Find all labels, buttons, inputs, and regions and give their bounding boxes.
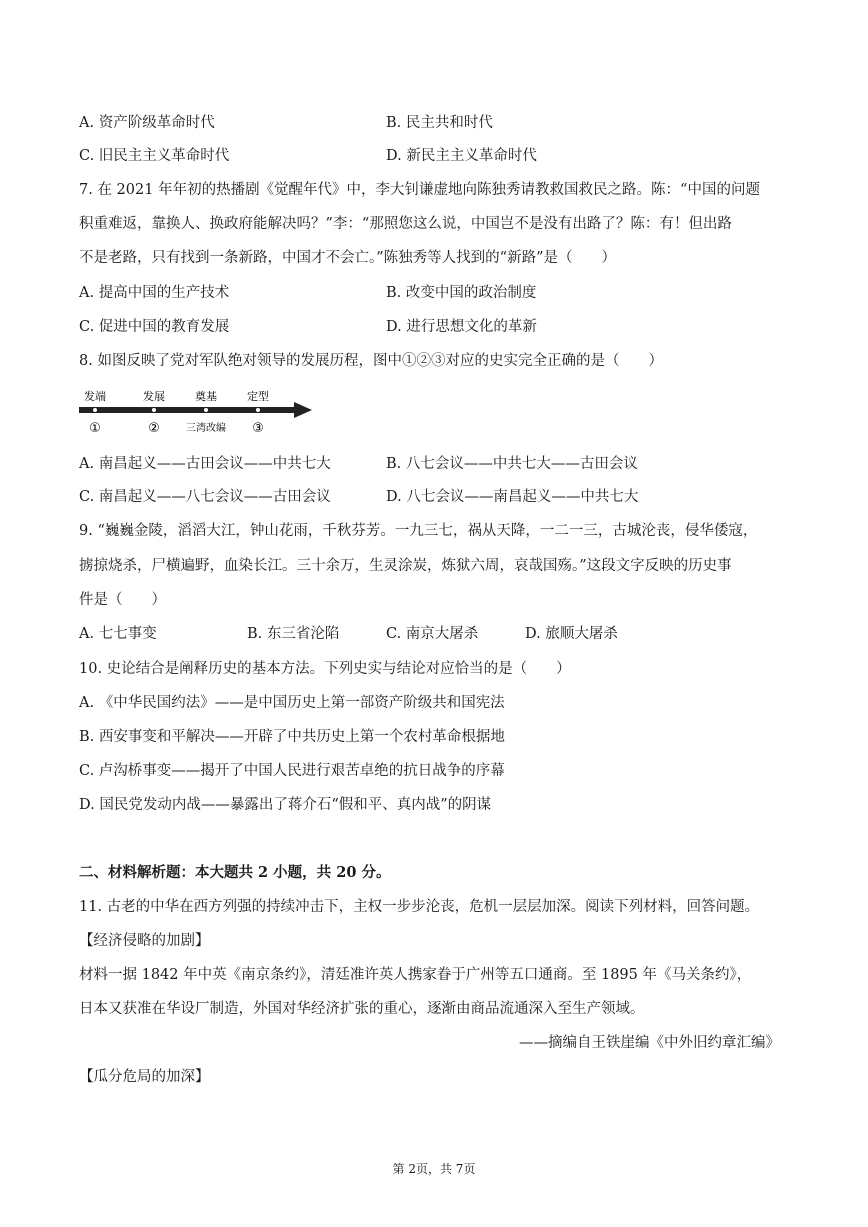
section-heading: 二、材料解析题：本大题共 2 小题，共 20 分。 [79,864,391,881]
q11-material-line: 材料一据 1842 年中英《南京条约》，清廷准许英人携家眷于广州等五口通商。至 1895 年《马关条约》， [79,967,752,983]
timeline-arrow-head [294,402,312,418]
q10-stem: 10. 史论结合是阐释历史的基本方法。下列史实与结论对应恰当的是（ ） [79,661,571,677]
q9-option-d: D. 旅顺大屠杀 [525,626,618,642]
timeline-stage-label: 定型 [247,390,269,403]
q6-option-b: B. 民主共和时代 [386,115,493,131]
q9-stem-line: 掳掠烧杀，尸横遍野，血染长江。三十余万，生灵涂炭，炼狱六周，哀哉国殇。”这段文字反映的历史事 [79,558,732,574]
q9-option-c: C. 南京大屠杀 [386,626,479,642]
q9-option-a: A. 七七事变 [79,626,157,642]
timeline-arrow-shaft [79,407,294,413]
timeline-marker: ② [148,421,160,436]
q6-option-d: D. 新民主主义革命时代 [386,148,537,164]
q7-option-d: D. 进行思想文化的革新 [386,319,537,335]
timeline-stage-label: 发展 [143,390,165,403]
q9-stem-line: 9. “巍巍金陵，滔滔大江，钟山花雨，千秋芬芳。一九三七，祸从天降，一二一三，古城沦丧，侵华倭寇， [79,523,758,539]
q10-option-b: B. 西安事变和平解决——开辟了中共历史上第一个农村革命根据地 [79,729,505,745]
timeline-stage-label: 奠基 [195,390,217,403]
q7-option-c: C. 促进中国的教育发展 [79,319,230,335]
q7-stem-line: 7. 在 2021 年年初的热播剧《觉醒年代》中，李大钊谦虚地向陈独秀请教救国救民之路。陈：“中国的问题 [79,182,760,198]
q8-option-b: B. 八七会议——中共七大——古田会议 [386,456,638,472]
q8-option-d: D. 八七会议——南昌起义——中共七大 [386,489,639,505]
q9-option-b: B. 东三省沦陷 [247,626,340,642]
q6-option-c: C. 旧民主主义革命时代 [79,148,230,164]
q8-option-a: A. 南昌起义——古田会议——中共七大 [79,456,331,472]
q8-stem: 8. 如图反映了党对军队绝对领导的发展历程，图中①②③对应的史实完全正确的是（ ） [79,353,663,369]
q7-option-a: A. 提高中国的生产技术 [79,285,230,301]
timeline-marker: 三湾改编 [186,423,226,434]
timeline-point [93,408,97,412]
q11-source: ——摘编自王铁崖编《中外旧约章汇编》 [519,1035,780,1051]
q11-subheading: 【经济侵略的加剧】 [79,933,210,949]
q11-subheading: 【瓜分危局的加深】 [79,1069,210,1085]
q7-stem-line: 不是老路，只有找到一条新路，中国才不会亡。”陈独秀等人找到的“新路”是（ ） [79,250,616,266]
q9-stem-line: 件是（ ） [79,592,166,608]
timeline-marker: ① [89,421,101,436]
timeline-point [204,408,208,412]
q10-option-a: A. 《中华民国约法》——是中国历史上第一部资产阶级共和国宪法 [79,695,505,711]
q10-option-d: D. 国民党发动内战——暴露出了蒋介石“假和平、真内战”的阴谋 [79,797,492,813]
page-number: 第 2页，共 7页 [392,1162,476,1176]
q8-option-c: C. 南昌起义——八七会议——古田会议 [79,489,331,505]
q7-stem-line: 积重难返，靠换人、换政府能解决吗？”李：“那照您这么说，中国岂不是没有出路了？陈：有！但出路 [79,216,732,232]
timeline-point [152,408,156,412]
q8-timeline-figure [79,388,319,438]
timeline-stage-label: 发端 [84,390,106,403]
q10-option-c: C. 卢沟桥事变——揭开了中国人民进行艰苦卓绝的抗日战争的序幕 [79,763,505,779]
q11-material-line: 日本又获准在华设厂制造，外国对华经济扩张的重心，逐渐由商品流通深入至生产领域。 [79,1001,645,1017]
timeline-point [256,408,260,412]
q6-option-a: A. 资产阶级革命时代 [79,115,215,131]
timeline-marker: ③ [252,421,264,436]
q7-option-b: B. 改变中国的政治制度 [386,285,537,301]
q11-stem: 11. 古老的中华在西方列强的持续冲击下，主权一步步沦丧，危机一层层加深。阅读下列材料，回答问题。 [79,899,760,915]
